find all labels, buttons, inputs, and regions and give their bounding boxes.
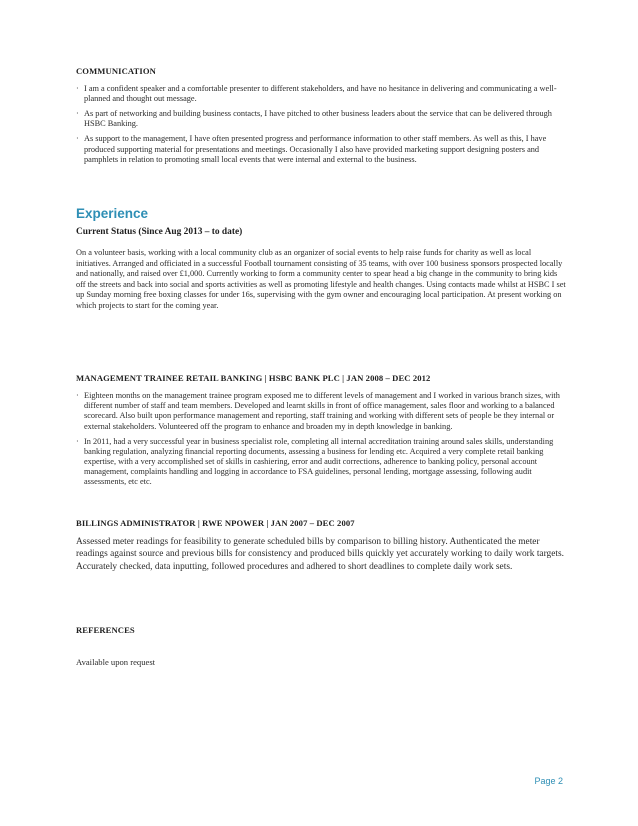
references-section bbox=[76, 625, 566, 668]
list-item bbox=[76, 109, 566, 129]
bullet-icon: · bbox=[76, 84, 79, 93]
experience-section bbox=[76, 206, 566, 311]
bullet-text: Eighteen months on the management trainee program exposed me to different levels of management and I worked in various branch sizes, with different number of staff and team members. Developed and learnt skills in front of office management, sales floor and working to a balanced scorecard. Also built upon performance management and reporting, staff training and working with different sets of people be they internal or external stakeholders. Volunteered off the program to enhance and broaden my in depth knowledge in banking. bbox=[84, 391, 560, 431]
billings-heading: BILLINGS ADMINISTRATOR | RWE NPOWER | JAN 2007 – DEC 2007 bbox=[76, 518, 355, 528]
management-trainee-heading: MANAGEMENT TRAINEE RETAIL BANKING | HSBC BANK PLC | JAN 2008 – DEC 2012 bbox=[76, 373, 431, 383]
current-status-text: On a volunteer basis, working with a local community club as an organizer of social events to help raise funds for charity as well as local initiatives. Arranged and officiated in a successful Football tournament consisting of 35 teams, with over 100 business sponsors prospected locally and nationally, and raised over £1,000. Currently working to form a community center to spear head a big change in the community to bring kids off the streets and back into social and sports activities as well as promoting lifestyle and health changes. Using contacts made whilst at HSBC I set up Sunday morning free boxing classes for under 16s, supervising with the gym owner and encouraging local participation. At present working on which projects to start for the coming year. bbox=[76, 248, 566, 310]
list-item bbox=[76, 391, 566, 432]
bullet-text: I am a confident speaker and a comfortable presenter to different stakeholders, and have no hesitance in delivering and communicating a well-planned and thought out message. bbox=[84, 84, 557, 104]
bullet-icon: · bbox=[76, 134, 79, 144]
page-number: Page 2 bbox=[534, 776, 563, 786]
list-item bbox=[76, 134, 566, 165]
communication-list bbox=[76, 84, 566, 165]
references-text: Available upon request bbox=[76, 657, 156, 667]
bullet-text: In 2011, had a very successful year in business specialist role, completing all internal accreditation training around sales skills, understanding banking regulation, analyzing financial reporting documents, assessing a business for lending etc. Acquired a very complete retail banking expertise, with a very accomplished set of skills in cashiering, error and audit corrections, adherence to banking policy, personal account management, complaints handling and logging in accordance to FSA guidelines, personal lending, mortgage assessing, following audit assessments, etc etc. bbox=[84, 436, 554, 487]
management-trainee-section bbox=[76, 373, 566, 492]
bullet-text: As part of networking and building business contacts, I have pitched to other business leaders about the service that can be delivered through HSBC Banking. bbox=[84, 109, 552, 129]
bullet-icon: · bbox=[76, 109, 79, 119]
bullet-text: As support to the management, I have often presented progress and performance information to other staff members. As well as this, I have produced supporting material for presentations and meetings. Occasionally I also have provided marketing support designing posters and pamphlets in relation to promoting small local events that were internal and external to the business. bbox=[84, 134, 547, 164]
billings-text: Assessed meter readings for feasibility to generate scheduled bills by comparison to billing history. Authenticated the meter readings against source and previous bills for consistency and produced bills quickly yet accurately working to daily work targets. Accurately checked, data inputting, followed procedures and adhered to short deadlines to complete daily work sets. bbox=[76, 537, 564, 572]
list-item bbox=[76, 84, 566, 104]
communication-heading: COMMUNICATION bbox=[76, 66, 156, 76]
communication-section bbox=[76, 66, 566, 170]
bullet-icon: · bbox=[76, 436, 79, 446]
bullet-icon: · bbox=[76, 391, 79, 400]
experience-title: Experience bbox=[76, 206, 149, 221]
list-item bbox=[76, 437, 566, 488]
billings-administrator-section bbox=[76, 518, 566, 573]
current-status-title: Current Status (Since Aug 2013 – to date) bbox=[76, 227, 243, 237]
references-heading: REFERENCES bbox=[76, 625, 135, 635]
management-trainee-list bbox=[76, 391, 566, 488]
